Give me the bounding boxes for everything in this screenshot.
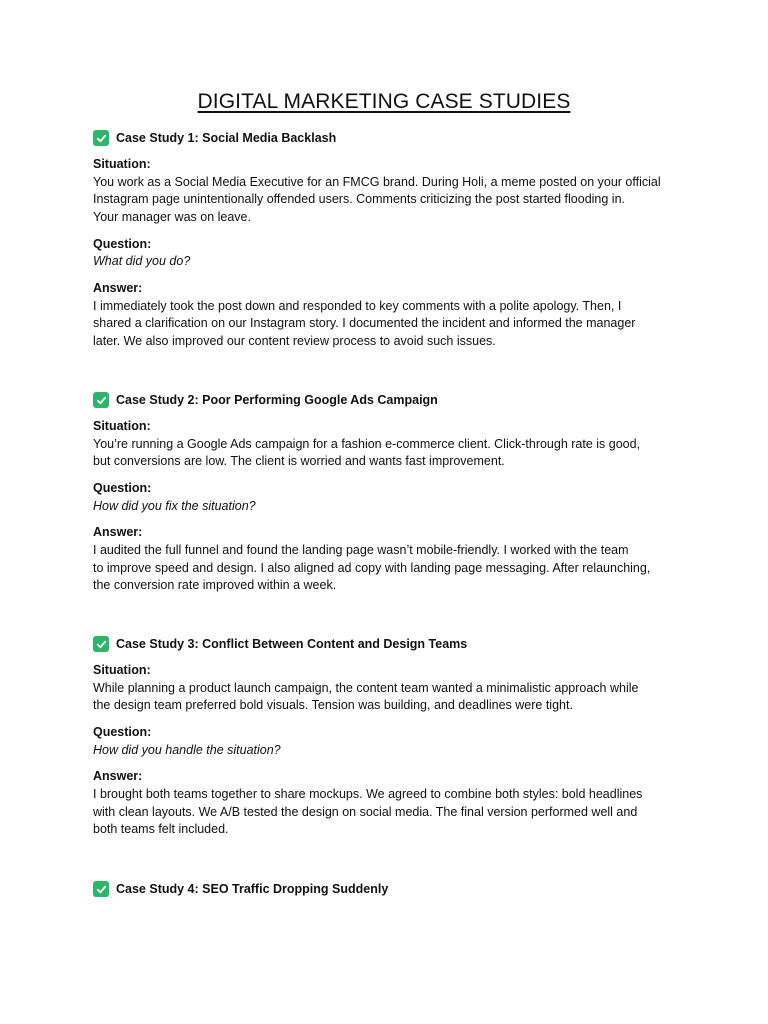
question-label: Question: <box>93 236 152 251</box>
check-mark-icon <box>93 130 109 146</box>
check-mark-icon <box>93 392 109 408</box>
situation-label: Situation: <box>93 419 151 433</box>
situation-text <box>93 436 683 472</box>
page-title: DIGITAL MARKETING CASE STUDIES <box>197 90 571 113</box>
situation-label: Situation: <box>93 663 151 677</box>
check-mark-icon <box>93 636 109 652</box>
text-line: but conversions are low. The client is worried and wants fast improvement. <box>93 454 505 469</box>
text-line: the conversion rate improved within a week. <box>93 578 337 593</box>
text-line: the design team preferred bold visuals. Tension was building, and deadlines were tight. <box>93 698 573 713</box>
text-line: to improve speed and design. I also aligned ad copy with landing page messaging. After relaunching, <box>93 560 651 575</box>
text-line: I immediately took the post down and responded to key comments with a polite apology. Then, I <box>93 298 622 313</box>
text-line: Your manager was on leave. <box>93 210 251 225</box>
question-text: How did you fix the situation? <box>93 498 256 513</box>
text-line: later. We also improved our content review process to avoid such issues. <box>93 334 496 349</box>
situation-text <box>93 174 683 227</box>
case-study-title: Case Study 3: Conflict Between Content and Design Teams <box>116 637 468 651</box>
answer-label: Answer: <box>93 525 143 540</box>
text-line: I audited the full funnel and found the landing page wasn’t mobile-friendly. I worked with the team <box>93 542 629 557</box>
text-line: both teams felt included. <box>93 822 229 837</box>
text-line: While planning a product launch campaign, the content team wanted a minimalistic approach while <box>93 680 639 695</box>
text-line: Instagram page unintentionally offended users. Comments criticizing the post started flooding in. <box>93 192 626 207</box>
answer-text <box>93 542 683 595</box>
text-line: You’re running a Google Ads campaign for a fashion e-commerce client. Click-through rate is good, <box>93 436 641 451</box>
answer-text <box>93 786 683 839</box>
case-study-heading <box>93 880 683 898</box>
question-label: Question: <box>93 481 152 496</box>
check-mark-icon <box>93 881 109 897</box>
answer-label: Answer: <box>93 281 143 296</box>
case-study-heading <box>93 129 683 147</box>
question-text: What did you do? <box>93 254 191 269</box>
text-line: I brought both teams together to share mockups. We agreed to combine both styles: bold headlines <box>93 786 643 801</box>
case-study-heading <box>93 635 683 653</box>
situation-label: Situation: <box>93 157 151 171</box>
answer-text <box>93 298 683 351</box>
text-line: with clean layouts. We A/B tested the design on social media. The final version performed well and <box>93 804 638 819</box>
case-study-title: Case Study 2: Poor Performing Google Ads Campaign <box>116 393 438 407</box>
text-line: You work as a Social Media Executive for an FMCG brand. During Holi, a meme posted on your official <box>93 174 661 189</box>
case-study-title: Case Study 4: SEO Traffic Dropping Suddenly <box>116 882 389 896</box>
case-study-heading <box>93 391 683 409</box>
case-study-2 <box>93 391 683 595</box>
case-study-3 <box>93 635 683 839</box>
question-text: How did you handle the situation? <box>93 742 281 757</box>
answer-label: Answer: <box>93 769 143 784</box>
case-study-1 <box>93 129 683 351</box>
situation-text <box>93 680 683 716</box>
question-label: Question: <box>93 725 152 740</box>
case-study-title: Case Study 1: Social Media Backlash <box>116 131 337 145</box>
text-line: shared a clarification on our Instagram story. I documented the incident and informed the manager <box>93 316 636 331</box>
case-study-4 <box>93 880 683 898</box>
